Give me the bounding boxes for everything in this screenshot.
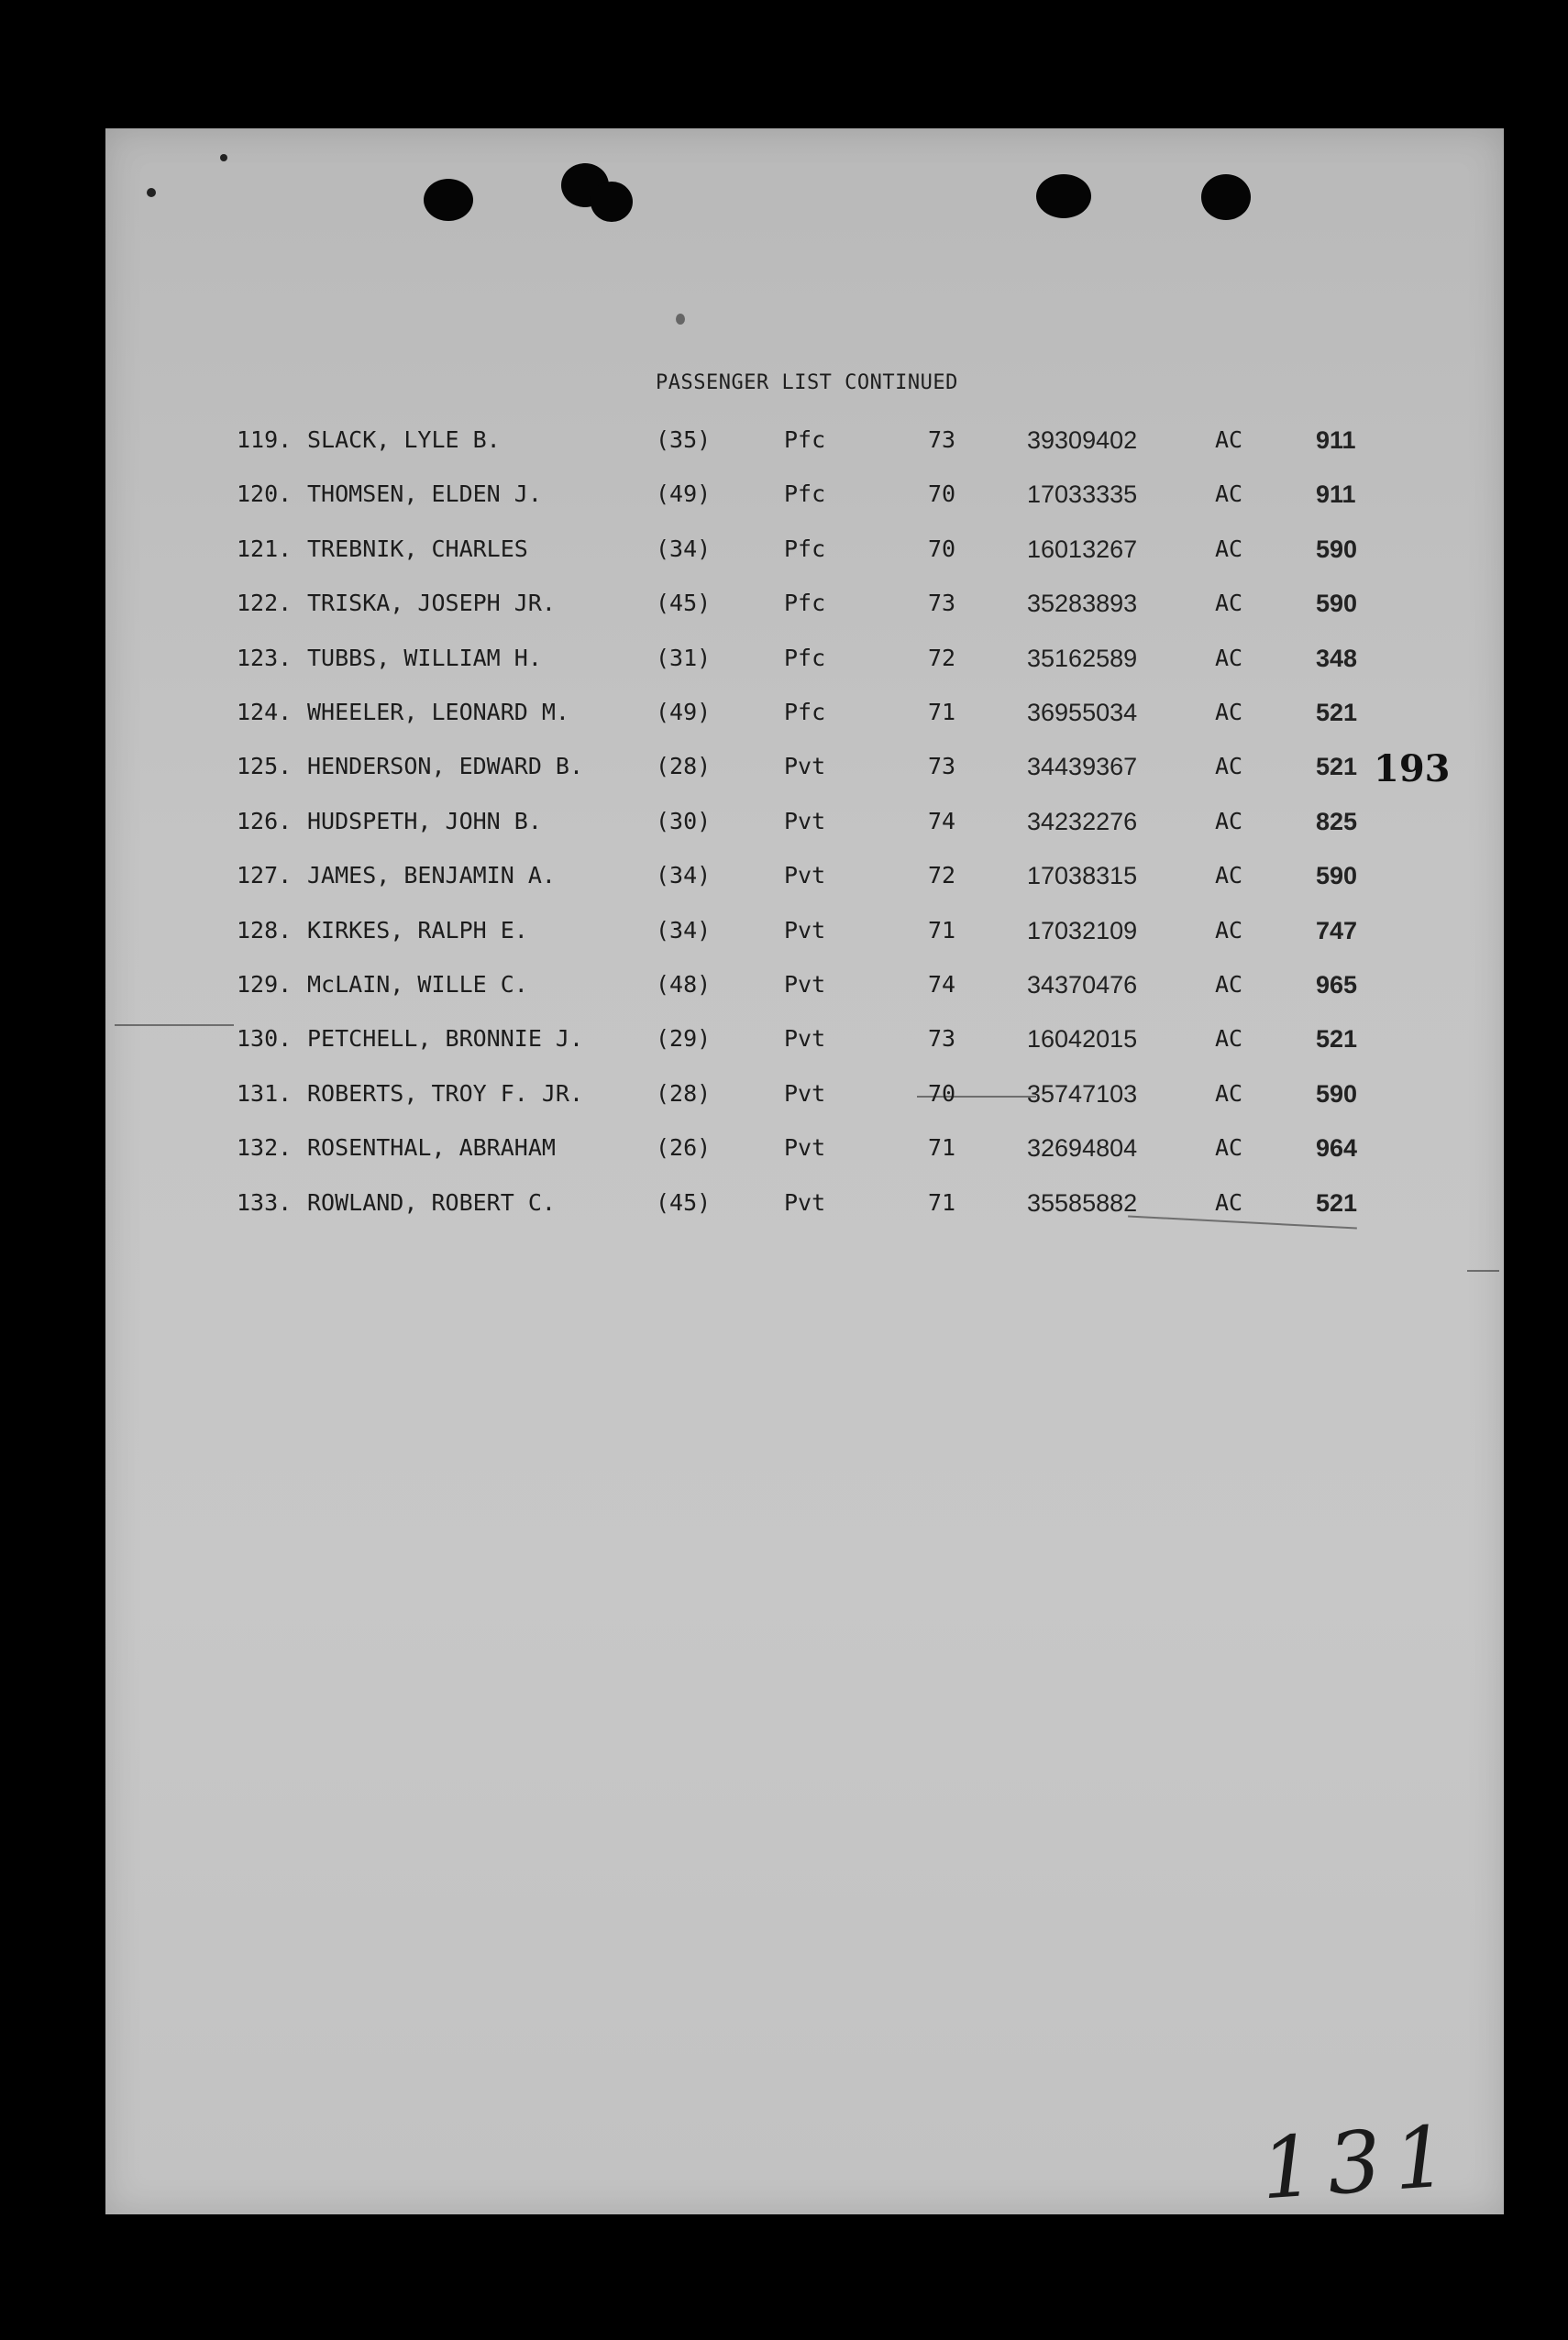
row-arm: AC bbox=[1215, 426, 1243, 453]
row-age: (49) bbox=[656, 480, 712, 508]
row-rank: Pvt bbox=[784, 807, 826, 834]
row-age: (29) bbox=[656, 1025, 712, 1053]
row-code: 71 bbox=[928, 916, 956, 944]
row-rank: Pfc bbox=[784, 699, 826, 725]
table-row bbox=[0, 694, 1568, 731]
row-num: 130. bbox=[237, 1025, 293, 1053]
table-row bbox=[0, 803, 1568, 840]
row-mos: 911 bbox=[1316, 480, 1356, 509]
row-mos: 825 bbox=[1316, 807, 1358, 835]
table-row bbox=[0, 1076, 1568, 1112]
row-rank: Pfc bbox=[784, 480, 826, 508]
row-code: 73 bbox=[928, 753, 956, 780]
row-code: 70 bbox=[928, 480, 956, 508]
row-rank: Pvt bbox=[784, 753, 826, 780]
row-rank: Pfc bbox=[784, 590, 826, 617]
row-num: 123. bbox=[237, 644, 293, 671]
row-name: TUBBS, WILLIAM H. bbox=[307, 644, 542, 671]
row-code: 74 bbox=[928, 971, 956, 998]
row-serial: 35162589 bbox=[1027, 644, 1138, 672]
row-rank: Pvt bbox=[784, 1188, 826, 1216]
row-rank: Pvt bbox=[784, 916, 826, 944]
punch-hole bbox=[424, 179, 473, 221]
table-row bbox=[0, 748, 1568, 785]
row-num: 121. bbox=[237, 535, 293, 562]
row-num: 133. bbox=[237, 1188, 293, 1216]
row-name: HENDERSON, EDWARD B. bbox=[307, 753, 584, 780]
row-mos: 964 bbox=[1316, 1134, 1358, 1163]
row-arm: AC bbox=[1215, 1079, 1243, 1107]
table-row bbox=[0, 1021, 1568, 1057]
ink-speck bbox=[676, 314, 685, 325]
row-arm: AC bbox=[1215, 535, 1243, 562]
table-row bbox=[0, 1185, 1568, 1221]
row-num: 122. bbox=[237, 590, 293, 617]
row-code: 73 bbox=[928, 1025, 956, 1053]
row-arm: AC bbox=[1215, 699, 1243, 725]
row-age: (48) bbox=[656, 971, 712, 998]
list-heading: PASSENGER LIST CONTINUED bbox=[656, 371, 958, 394]
row-rank: Pvt bbox=[784, 971, 826, 998]
row-name: PETCHELL, BRONNIE J. bbox=[307, 1025, 584, 1053]
row-name: HUDSPETH, JOHN B. bbox=[307, 807, 542, 834]
row-age: (31) bbox=[656, 644, 712, 671]
row-rank: Pvt bbox=[784, 862, 826, 889]
row-serial: 35283893 bbox=[1027, 590, 1138, 618]
table-row bbox=[0, 857, 1568, 894]
row-age: (28) bbox=[656, 753, 712, 780]
row-code: 74 bbox=[928, 807, 956, 834]
handwritten-page-number: 131 bbox=[1257, 2106, 1464, 2219]
row-mos: 911 bbox=[1316, 426, 1356, 454]
row-mos: 590 bbox=[1316, 535, 1358, 563]
row-age: (34) bbox=[656, 535, 712, 562]
row-mos: 521 bbox=[1316, 699, 1358, 726]
row-serial: 35747103 bbox=[1027, 1079, 1138, 1108]
row-num: 119. bbox=[237, 426, 293, 453]
table-row bbox=[0, 966, 1568, 1003]
row-code: 73 bbox=[928, 590, 956, 617]
row-age: (26) bbox=[656, 1134, 712, 1162]
page-stamp: 193 bbox=[1374, 747, 1451, 790]
row-age: (30) bbox=[656, 807, 712, 834]
row-serial: 34439367 bbox=[1027, 753, 1138, 781]
row-mos: 590 bbox=[1316, 862, 1358, 890]
row-mos: 590 bbox=[1316, 590, 1358, 618]
table-row bbox=[0, 1130, 1568, 1166]
table-row bbox=[0, 640, 1568, 677]
row-code: 71 bbox=[928, 1134, 956, 1162]
row-arm: AC bbox=[1215, 644, 1243, 671]
row-arm: AC bbox=[1215, 862, 1243, 889]
row-mos: 747 bbox=[1316, 916, 1358, 944]
ink-speck bbox=[220, 154, 227, 161]
row-serial: 32694804 bbox=[1027, 1134, 1138, 1163]
punch-hole bbox=[1201, 174, 1251, 220]
row-name: McLAIN, WILLE C. bbox=[307, 971, 528, 998]
row-code: 73 bbox=[928, 426, 956, 453]
row-name: SLACK, LYLE B. bbox=[307, 426, 501, 453]
row-serial: 17038315 bbox=[1027, 862, 1138, 890]
row-mos: 521 bbox=[1316, 753, 1358, 781]
row-serial: 16013267 bbox=[1027, 535, 1138, 563]
row-serial: 16042015 bbox=[1027, 1025, 1138, 1054]
row-serial: 17032109 bbox=[1027, 916, 1138, 944]
row-serial: 34232276 bbox=[1027, 807, 1138, 835]
row-mos: 965 bbox=[1316, 971, 1358, 999]
row-serial: 35585882 bbox=[1027, 1188, 1138, 1217]
row-arm: AC bbox=[1215, 916, 1243, 944]
row-name: ROWLAND, ROBERT C. bbox=[307, 1188, 556, 1216]
row-name: ROBERTS, TROY F. JR. bbox=[307, 1079, 584, 1107]
table-row bbox=[0, 531, 1568, 568]
row-mos: 348 bbox=[1316, 644, 1358, 672]
row-num: 120. bbox=[237, 480, 293, 508]
row-mos: 521 bbox=[1316, 1025, 1358, 1054]
row-num: 126. bbox=[237, 807, 293, 834]
row-rank: Pvt bbox=[784, 1134, 826, 1162]
row-age: (28) bbox=[656, 1079, 712, 1107]
row-rank: Pfc bbox=[784, 535, 826, 562]
row-age: (45) bbox=[656, 590, 712, 617]
row-arm: AC bbox=[1215, 1188, 1243, 1216]
row-code: 70 bbox=[928, 535, 956, 562]
row-rank: Pfc bbox=[784, 426, 826, 453]
row-arm: AC bbox=[1215, 1134, 1243, 1162]
row-num: 124. bbox=[237, 699, 293, 725]
row-name: TREBNIK, CHARLES bbox=[307, 535, 528, 562]
row-num: 128. bbox=[237, 916, 293, 944]
row-age: (35) bbox=[656, 426, 712, 453]
row-num: 129. bbox=[237, 971, 293, 998]
row-code: 71 bbox=[928, 699, 956, 725]
row-serial: 17033335 bbox=[1027, 480, 1138, 509]
row-age: (34) bbox=[656, 862, 712, 889]
row-arm: AC bbox=[1215, 807, 1243, 834]
row-rank: Pfc bbox=[784, 644, 826, 671]
row-name: THOMSEN, ELDEN J. bbox=[307, 480, 542, 508]
row-num: 127. bbox=[237, 862, 293, 889]
row-serial: 36955034 bbox=[1027, 699, 1138, 726]
row-mos: 521 bbox=[1316, 1188, 1358, 1217]
row-rank: Pvt bbox=[784, 1079, 826, 1107]
row-age: (45) bbox=[656, 1188, 712, 1216]
row-arm: AC bbox=[1215, 1025, 1243, 1053]
row-age: (34) bbox=[656, 916, 712, 944]
row-rank: Pvt bbox=[784, 1025, 826, 1053]
row-mos: 590 bbox=[1316, 1079, 1358, 1108]
ink-speck bbox=[147, 188, 156, 197]
row-arm: AC bbox=[1215, 590, 1243, 617]
row-num: 131. bbox=[237, 1079, 293, 1107]
row-code: 71 bbox=[928, 1188, 956, 1216]
punch-hole bbox=[591, 182, 633, 222]
row-name: KIRKES, RALPH E. bbox=[307, 916, 528, 944]
table-row bbox=[0, 422, 1568, 458]
row-num: 125. bbox=[237, 753, 293, 780]
punch-hole bbox=[1036, 174, 1091, 218]
table-row bbox=[0, 912, 1568, 949]
row-arm: AC bbox=[1215, 480, 1243, 508]
row-code: 70 bbox=[928, 1079, 956, 1107]
table-row bbox=[0, 476, 1568, 513]
table-row bbox=[0, 585, 1568, 622]
row-name: WHEELER, LEONARD M. bbox=[307, 699, 569, 725]
row-serial: 34370476 bbox=[1027, 971, 1138, 999]
row-code: 72 bbox=[928, 644, 956, 671]
row-name: TRISKA, JOSEPH JR. bbox=[307, 590, 556, 617]
scratch-mark bbox=[1467, 1270, 1499, 1272]
row-name: JAMES, BENJAMIN A. bbox=[307, 862, 556, 889]
row-serial: 39309402 bbox=[1027, 426, 1138, 454]
row-num: 132. bbox=[237, 1134, 293, 1162]
row-name: ROSENTHAL, ABRAHAM bbox=[307, 1134, 556, 1162]
row-age: (49) bbox=[656, 699, 712, 725]
row-arm: AC bbox=[1215, 753, 1243, 780]
row-code: 72 bbox=[928, 862, 956, 889]
row-arm: AC bbox=[1215, 971, 1243, 998]
